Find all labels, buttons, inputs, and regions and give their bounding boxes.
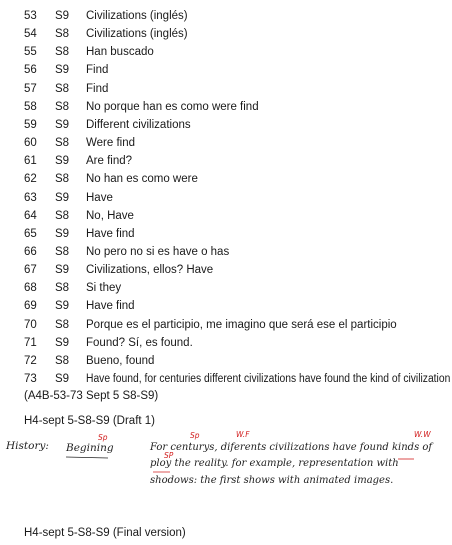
draft-line-2: ploy the reality. for example, representation with — [150, 458, 399, 469]
speaker-code: S9 — [55, 373, 70, 385]
handwritten-draft — [0, 430, 452, 513]
utterance-text: Different civilizations — [86, 118, 191, 131]
speaker-code: S8 — [55, 28, 70, 41]
line-number: 67 — [24, 264, 37, 277]
speaker-code: S9 — [55, 191, 70, 204]
utterance-text: Have find — [86, 227, 135, 240]
correction-mark-sp2: Sp — [190, 431, 200, 440]
utterance-text: No pero no si es have o has — [86, 245, 230, 258]
speaker-code: S8 — [55, 354, 70, 367]
line-number: 59 — [24, 118, 37, 131]
utterance-text: Are find? — [86, 155, 133, 168]
utterance-text: Si they — [86, 282, 122, 295]
speaker-code: S9 — [55, 300, 70, 313]
speaker-code: S8 — [55, 137, 70, 150]
utterance-text: Porque es el participio, me imagino que será ese el participio — [86, 318, 397, 331]
final-caption: H4-sept 5-S8-S9 (Final version) — [24, 527, 186, 539]
line-number: 72 — [24, 354, 37, 367]
utterance-text: Han buscado — [86, 46, 154, 59]
correction-mark-sp1: Sp — [98, 433, 108, 442]
utterance-text: Civilizations, ellos? Have — [86, 264, 214, 277]
line-number: 58 — [24, 100, 37, 113]
line-number: 56 — [24, 64, 37, 77]
utterance-text: Civilizations (inglés) — [86, 28, 188, 41]
history-label: History: — [6, 440, 49, 452]
line-number: 63 — [24, 191, 37, 204]
speaker-code: S9 — [55, 64, 70, 77]
line-number: 70 — [24, 318, 37, 331]
line-number: 64 — [24, 209, 37, 222]
line-number: 62 — [24, 173, 37, 186]
line-number: 69 — [24, 300, 37, 313]
utterance-text: Bueno, found — [86, 354, 155, 367]
draft-caption: H4-sept 5-S8-S9 (Draft 1) — [24, 415, 156, 427]
line-number: 65 — [24, 227, 37, 240]
line-number: 60 — [24, 137, 37, 150]
line-number: 71 — [24, 336, 37, 349]
correction-mark-ww: W.W — [414, 430, 431, 439]
utterance-text: Were find — [86, 137, 136, 150]
speaker-code: S8 — [55, 173, 70, 186]
utterance-text: Have — [86, 191, 113, 204]
speaker-code: S9 — [55, 155, 70, 168]
line-number: 61 — [24, 155, 37, 168]
line-number: 55 — [24, 46, 37, 59]
utterance-text: Civilizations (inglés) — [86, 10, 188, 22]
utterance-text: No porque han es como were find — [86, 100, 259, 113]
utterance-text: Have find — [86, 300, 135, 313]
draft-line-1: For centurys, diferents civilizations have found kinds of — [150, 442, 433, 453]
line-number: 54 — [24, 28, 37, 41]
speaker-code: S8 — [55, 209, 70, 222]
speaker-code: S8 — [55, 282, 70, 295]
utterance-text: Found? Sí, es found. — [86, 336, 193, 349]
speaker-code: S8 — [55, 100, 70, 113]
utterance-text: No han es como were — [86, 173, 198, 186]
utterance-text: Have found, for centuries different civilizations have found the kind of civilization — [86, 373, 451, 385]
correction-mark-wf: W.F — [236, 430, 250, 439]
speaker-code: S9 — [55, 118, 70, 131]
utterance-text: Find — [86, 64, 109, 77]
utterance-text: No, Have — [86, 209, 134, 222]
beginning-title: Begining — [66, 442, 114, 454]
speaker-code: S8 — [55, 318, 70, 331]
source-reference: (A4B-53-73 Sept 5 S8-S9) — [24, 390, 159, 402]
line-number: 68 — [24, 282, 37, 295]
line-number: 53 — [24, 10, 37, 22]
utterance-text: Find — [86, 82, 109, 95]
speaker-code: S8 — [55, 46, 70, 59]
draft-line-3: shodows: the first shows with animated images. — [150, 475, 394, 486]
speaker-code: S9 — [55, 227, 70, 240]
line-number: 57 — [24, 82, 37, 95]
line-number: 66 — [24, 245, 37, 258]
speaker-code: S8 — [55, 82, 70, 95]
speaker-code: S9 — [55, 10, 70, 22]
line-number: 73 — [24, 373, 37, 385]
speaker-code: S8 — [55, 245, 70, 258]
correction-mark-sp3: SP — [164, 451, 174, 460]
speaker-code: S9 — [55, 264, 70, 277]
speaker-code: S9 — [55, 336, 70, 349]
